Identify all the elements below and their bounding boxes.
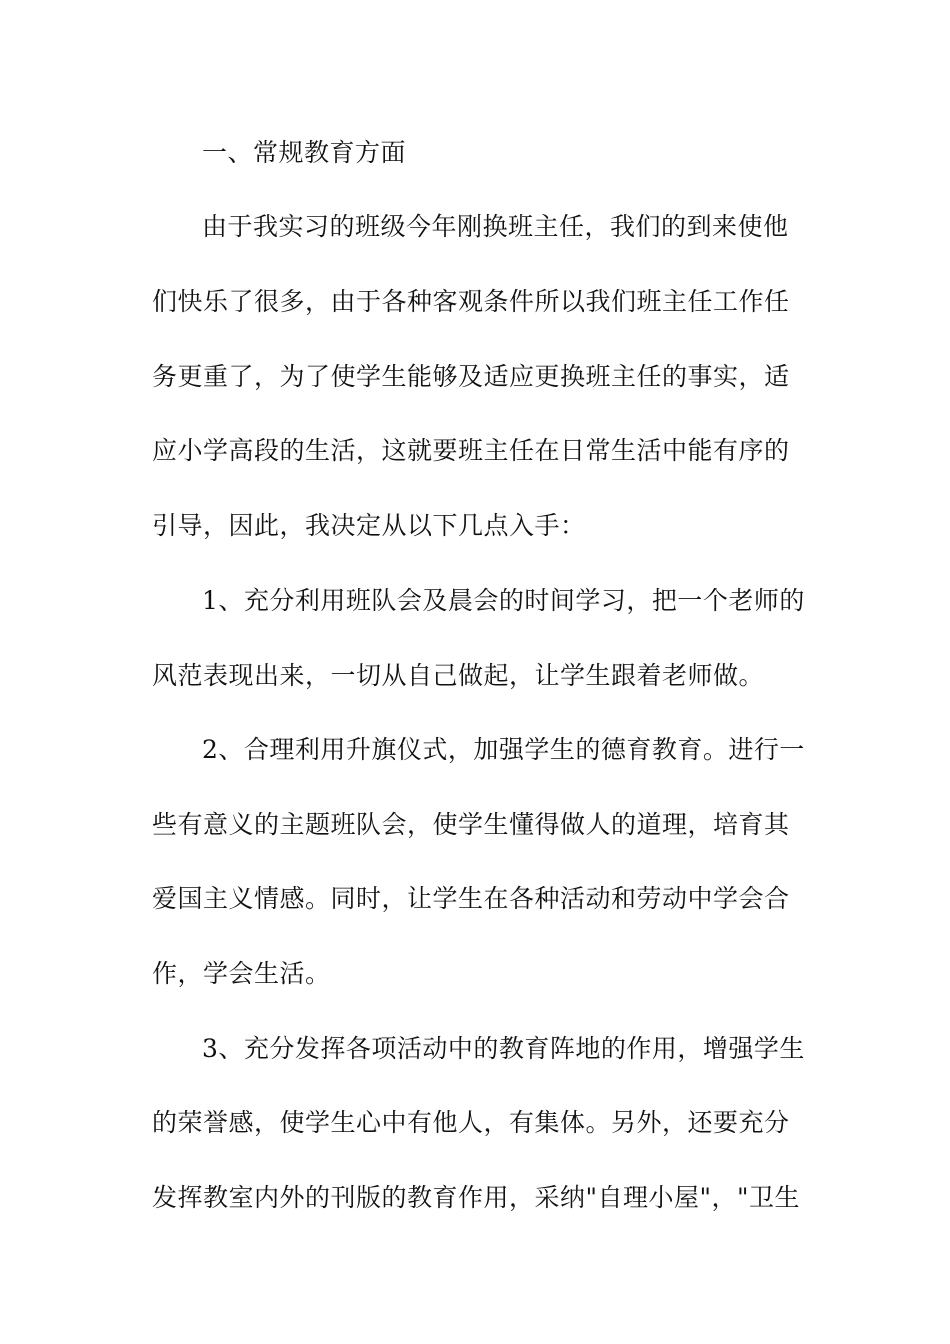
paragraph-line: 引导，因此，我决定从以下几点入手： xyxy=(152,511,586,540)
list-item-line: 2、合理利用升旗仪式，加强学生的德育教育。进行一 xyxy=(202,735,805,764)
list-item-line: 1、充分利用班队会及晨会的时间学习，把一个老师的 xyxy=(202,586,805,615)
list-item-line: 发挥教室内外的刊版的教育作用，采纳"自理小屋"，"卫生 xyxy=(152,1183,800,1212)
paragraph-line: 务更重了，为了使学生能够及适应更换班主任的事实，适 xyxy=(152,362,790,391)
list-item-line: 风范表现出来，一切从自己做起，让学生跟着老师做。 xyxy=(152,661,765,690)
paragraph-line: 们快乐了很多，由于各种客观条件所以我们班主任工作任 xyxy=(152,287,790,316)
list-item-line: 3、充分发挥各项活动中的教育阵地的作用，增强学生 xyxy=(202,1034,805,1063)
paragraph-line: 应小学高段的生活，这就要班主任在日常生活中能有序的 xyxy=(152,436,790,465)
list-item-line: 爱国主义情感。同时，让学生在各种活动和劳动中学会合 xyxy=(152,884,790,913)
list-item-line: 些有意义的主题班队会，使学生懂得做人的道理，培育其 xyxy=(152,810,790,839)
paragraph-line: 由于我实习的班级今年刚换班主任，我们的到来使他 xyxy=(202,212,789,241)
section-heading: 一、常规教育方面 xyxy=(202,138,407,167)
list-item-line: 作，学会生活。 xyxy=(152,959,331,988)
list-item-line: 的荣誉感，使学生心中有他人，有集体。另外，还要充分 xyxy=(152,1108,790,1137)
